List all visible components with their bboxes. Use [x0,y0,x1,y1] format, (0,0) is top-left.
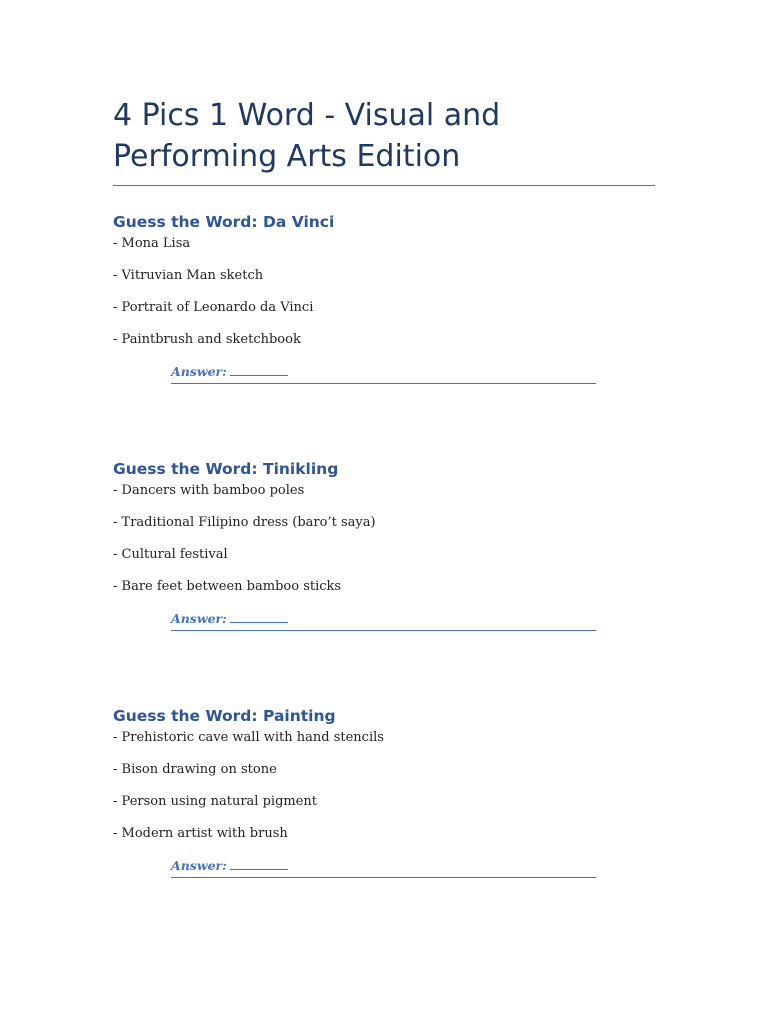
puzzle-section-tinikling [113,458,655,631]
clue-item: - Cultural festival [113,547,228,562]
document-title: 4 Pics 1 Word - Visual and Performing Arts Edition [113,95,655,186]
answer-label: Answer: [171,858,227,873]
clue-list [113,235,655,349]
clue-item: - Modern artist with brush [113,826,288,841]
answer-label: Answer: [171,611,227,626]
clue-item: - Portrait of Leonardo da Vinci [113,300,314,315]
answer-blank[interactable] [230,858,288,870]
document-page [113,95,655,873]
puzzle-section-painting [113,705,655,878]
clue-item: - Mona Lisa [113,236,191,251]
section-heading: Guess the Word: Tinikling [113,460,339,478]
clue-item: - Vitruvian Man sketch [113,268,264,283]
clue-item: - Bison drawing on stone [113,762,277,777]
answer-line[interactable] [171,363,596,384]
answer-blank[interactable] [230,611,288,623]
section-heading: Guess the Word: Da Vinci [113,213,335,231]
answer-line[interactable] [171,857,596,878]
clue-item: - Traditional Filipino dress (baro’t saya) [113,515,376,530]
puzzle-section-da-vinci [113,211,655,384]
answer-line[interactable] [171,610,596,631]
clue-item: - Prehistoric cave wall with hand stencils [113,730,384,745]
answer-label: Answer: [171,364,227,379]
clue-list [113,482,655,596]
section-heading: Guess the Word: Painting [113,707,336,725]
clue-item: - Person using natural pigment [113,794,318,809]
clue-item: - Dancers with bamboo poles [113,483,305,498]
clue-item: - Paintbrush and sketchbook [113,332,301,347]
clue-item: - Bare feet between bamboo sticks [113,579,342,594]
clue-list [113,729,655,843]
answer-blank[interactable] [230,364,288,376]
